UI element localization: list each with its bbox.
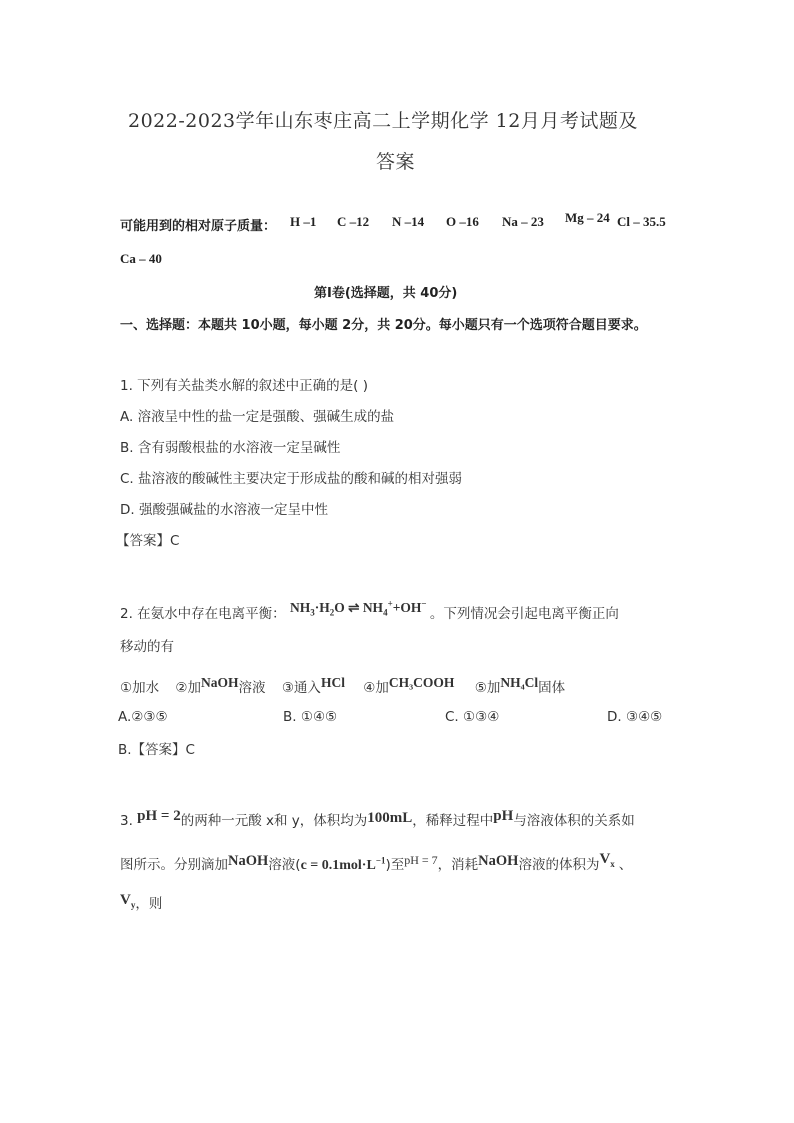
q3-text-b: ，稀释过程中 <box>412 813 494 829</box>
eq-h2o-sub: 2 <box>329 607 335 618</box>
section-instructions: 一、选择题：本题共 10小题，每小题 2分，共 20分。每小题只有一个选项符合题目要求。 <box>120 318 647 333</box>
q2-option-c: C. ①③④ <box>445 709 500 725</box>
q2-option-d: D. ③④⑤ <box>607 709 663 725</box>
q3-vx <box>599 851 614 867</box>
atomic-mass-n: N –14 <box>392 214 425 229</box>
q3-vy-v: V <box>120 892 131 908</box>
q3-text-e: 溶液( <box>268 857 301 873</box>
q2-answer: B.【答案】C <box>118 742 195 758</box>
eq-nh4: NH <box>362 600 384 615</box>
atomic-mass-c: C –12 <box>337 214 370 229</box>
q1-option-a: A. 溶液呈中性的盐一定是强酸、强碱生成的盐 <box>120 409 395 425</box>
q1-option-d: D. 强酸强碱盐的水溶液一定呈中性 <box>120 502 328 518</box>
q3-text-f: )至 <box>385 857 405 873</box>
q3-text-d: 图所示。分别滴加 <box>120 857 228 873</box>
q2-item-4-formula: CH₃COOH <box>388 675 455 690</box>
eq-nh3: NH <box>289 600 311 615</box>
q2-item-2-pre: ②加 <box>175 680 202 696</box>
q2-item-3-formula: HCl <box>320 675 345 690</box>
q2-item-5-formula: NH₄Cl <box>500 675 539 690</box>
q3-separator: 、 <box>618 857 633 873</box>
q2-item-5-post: 固体 <box>538 680 566 696</box>
q3-naoh2: NaOH <box>478 853 519 869</box>
q3-vx-v: V <box>599 851 611 867</box>
q2-stem <box>120 598 619 624</box>
q2-option-b: B. ①④⑤ <box>283 709 338 725</box>
q3-naoh: NaOH <box>228 853 269 869</box>
q3-conc-sup: −1 <box>375 855 386 866</box>
q3-text-g: ，消耗 <box>437 857 479 873</box>
q1-option-b: B. 含有弱酸根盐的水溶液一定呈碱性 <box>120 440 341 456</box>
eq-h2o-o: O <box>334 600 345 615</box>
document-title-line2: 答案 <box>376 151 416 173</box>
atomic-mass-label: 可能用到的相对原子质量： <box>120 219 277 234</box>
q3-concentration <box>300 855 386 873</box>
q3-text-a: 的两种一元酸 x和 y，体积均为 <box>180 813 368 829</box>
q2-item-3-pre: ③通入 <box>281 680 321 696</box>
q3-ph2: pH = 2 <box>137 808 181 824</box>
q3-line2 <box>120 853 632 875</box>
eq-h2o-h: ·H <box>314 600 330 615</box>
atomic-mass-na: Na – 23 <box>502 214 544 229</box>
atomic-mass-o: O –16 <box>446 214 479 229</box>
q2-item-2-formula: NaOH <box>201 675 239 690</box>
eq-nh3-sub: 3 <box>310 607 315 618</box>
eq-nh4-sup: + <box>387 598 393 609</box>
eq-oh: +OH <box>392 600 422 615</box>
q1-stem: 1. 下列有关盐类水解的叙述中正确的是( ) <box>120 378 368 394</box>
q2-item-4-pre: ④加 <box>363 680 389 696</box>
atomic-mass-cl: Cl – 35.5 <box>617 214 666 229</box>
q3-text-h: 溶液的体积为 <box>518 857 600 873</box>
section-header: 第Ⅰ卷(选择题，共 40分) <box>314 286 458 301</box>
q3-text-i: ，则 <box>135 896 163 912</box>
q3-vx-sub: x <box>610 859 615 869</box>
eq-nh4-sub: 4 <box>383 607 388 618</box>
q3-ph7: pH = 7 <box>404 853 438 867</box>
q3-number: 3. <box>120 813 138 829</box>
q2-option-a: A.②③⑤ <box>118 709 168 725</box>
q2-equation <box>289 598 430 618</box>
atomic-mass-mg: Mg – 24 <box>565 210 610 225</box>
q2-item-5-pre: ⑤加 <box>474 680 501 696</box>
q3-text-c: 与溶液体积的关系如 <box>513 813 635 829</box>
q2-stem-prefix: 2. 在氨水中存在电离平衡： <box>120 606 286 622</box>
q3-line1 <box>120 809 635 830</box>
q3-line3 <box>120 892 162 914</box>
q3-conc-value: c = 0.1mol·L <box>300 858 376 873</box>
eq-oh-sup: − <box>421 598 427 609</box>
atomic-mass-h: H –1 <box>290 214 317 229</box>
q1-answer: 【答案】C <box>116 533 180 549</box>
atomic-mass-ca: Ca – 40 <box>120 251 162 266</box>
q3-ph: pH <box>493 808 514 824</box>
equilibrium-arrow-icon: ⇌ <box>348 600 360 615</box>
q1-option-c: C. 盐溶液的酸碱性主要决定于形成盐的酸和碱的相对强弱 <box>120 471 463 487</box>
q2-stem-suffix: 。下列情况会引起电离平衡正向 <box>429 606 619 622</box>
q2-item-1: ①加水 <box>120 680 160 696</box>
q3-vy <box>120 892 135 908</box>
q3-volume: 100mL <box>367 810 413 826</box>
q2-stem-line2: 移动的有 <box>120 639 174 655</box>
q2-items <box>120 676 565 696</box>
q2-item-2-post: 溶液 <box>238 680 266 696</box>
document-title-line1: 2022-2023学年山东枣庄高二上学期化学 12月月考试题及 <box>128 110 638 132</box>
q3-vy-sub: y <box>130 900 136 910</box>
